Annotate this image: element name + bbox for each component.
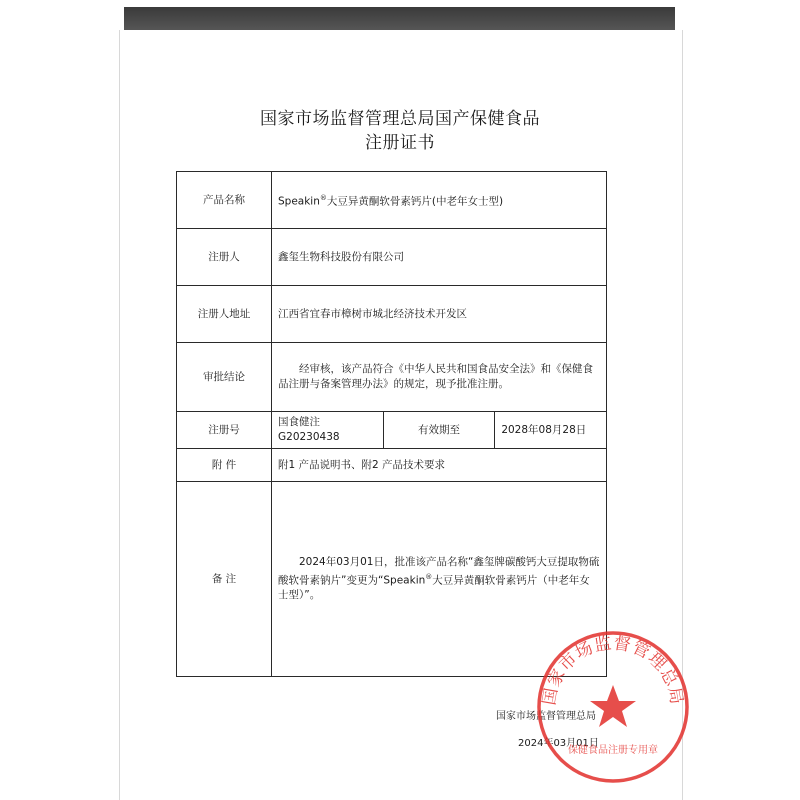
row-product-name [177,172,607,229]
label-valid-until: 有效期至 [383,412,495,449]
value-address: 江西省宜春市樟树市城北经济技术开发区 [272,286,607,343]
value-registration-number: 国食健注G20230438 [272,412,384,449]
certificate-title-line2: 注册证书 [365,133,435,153]
value-valid-until: 2028年08月28日 [495,412,607,449]
value-product-name [272,172,607,229]
value-conclusion: 经审核，该产品符合《中华人民共和国食品安全法》和《保健食品注册与备案管理办法》的规定，现予批准注册。 [272,343,607,412]
seal-arc-path-text: 国家市场监督管理总局 [539,633,687,707]
certificate-title-line1: 国家市场监督管理总局国产保健食品 [260,109,540,129]
value-registrant: 鑫玺生物科技股份有限公司 [272,229,607,286]
label-remarks: 备 注 [177,482,272,677]
label-address: 注册人地址 [177,286,272,343]
seal-sub-text: 保健食品注册专用章 [568,745,658,756]
registered-mark: ® [319,193,327,202]
issue-date: 2024年03月01日 [518,738,599,749]
label-registration-number: 注册号 [177,412,272,449]
issuing-authority: 国家市场监督管理总局 [496,711,596,722]
product-name-text: 大豆异黄酮软骨素钙片(中老年女士型) [326,195,504,208]
remarks-text-part2: 大豆异黄酮软骨素钙片（中老年女士型）”。 [278,574,590,602]
row-registrant [177,229,607,286]
brand-name: Speakin [278,195,320,208]
label-conclusion: 审批结论 [177,343,272,412]
row-address [177,286,607,343]
remarks-brand-name: Speakin [383,574,426,587]
label-attachment: 附 件 [177,449,272,482]
remarks-text-part1: 2024年03月01日，批准该产品名称“鑫玺牌碳酸钙大豆提取物硫酸软骨素钠片”变更为“ [278,555,600,587]
row-registration-number [177,412,607,449]
row-conclusion [177,343,607,412]
seal-star-icon [590,685,636,727]
certificate-table [176,171,607,677]
label-registrant: 注册人 [177,229,272,286]
value-attachment: 附1 产品说明书、附2 产品技术要求 [272,449,607,482]
label-product-name: 产品名称 [177,172,272,229]
row-attachment [177,449,607,482]
remarks-registered-mark: ® [425,572,433,581]
official-seal [533,627,693,787]
